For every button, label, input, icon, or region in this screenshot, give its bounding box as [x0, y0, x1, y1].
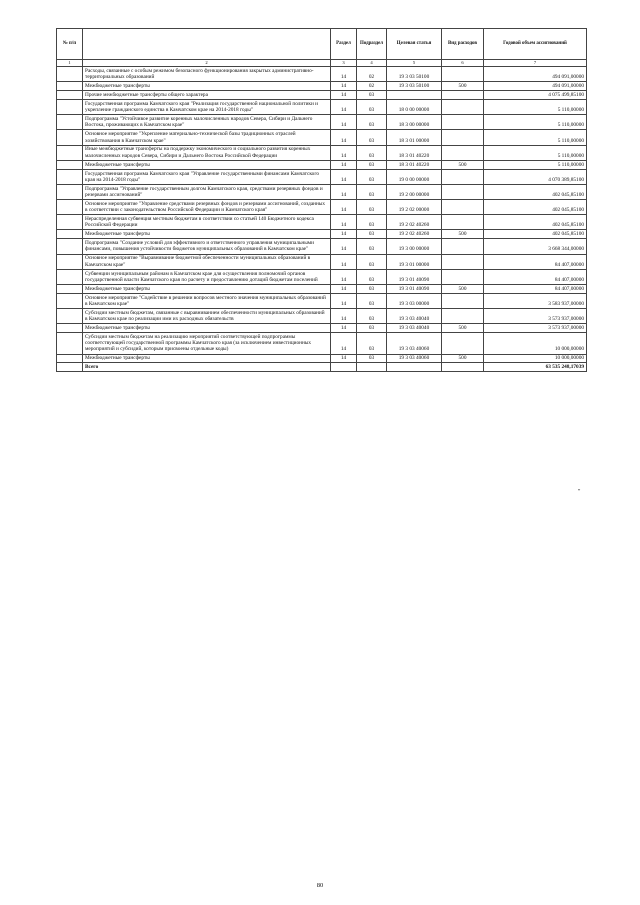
total-podrazdel [357, 363, 387, 372]
column-index-row [57, 59, 587, 67]
table-row [57, 333, 587, 354]
row-amount: 5 110,00000 [484, 160, 587, 169]
row-expense-type [442, 115, 484, 130]
table-row [57, 269, 587, 284]
row-amount: 494 091,00000 [484, 82, 587, 91]
row-expense-type [442, 215, 484, 230]
row-num [57, 354, 83, 363]
table-row [57, 254, 587, 269]
row-num [57, 215, 83, 230]
row-target-article: 18 3 01 40220 [387, 145, 442, 160]
row-target-article: 18 0 00 00000 [387, 100, 442, 115]
total-label: Всего [83, 363, 331, 372]
row-name: Подпрограмма "Устойчивое развитие коренных малочисленных народов Севера, Сибири и Дальнего Востока, проживающих в Камчатском крае" [83, 115, 331, 130]
row-num [57, 145, 83, 160]
row-target-article: 19 0 00 00000 [387, 169, 442, 184]
table-header [57, 29, 587, 60]
table-row [57, 215, 587, 230]
row-target-article: 19 3 03 40040 [387, 308, 442, 323]
row-target-article: 19 3 03 40060 [387, 333, 442, 354]
row-razdel: 14 [331, 82, 357, 91]
row-name: Межбюджетные трансферты [83, 160, 331, 169]
total-target-article [387, 363, 442, 372]
row-expense-type [442, 91, 484, 100]
row-podrazdel: 03 [357, 130, 387, 145]
row-name: Субвенции муниципальным районам в Камчатском крае для осуществления полномочий органов государственной власти Камчатского края по расчету и предоставлению дотаций бюджетам поселений [83, 269, 331, 284]
row-target-article: 19 3 01 40090 [387, 284, 442, 293]
row-expense-type [442, 184, 484, 199]
row-amount: 402 045,85100 [484, 200, 587, 215]
row-name: Субсидии местным бюджетам на реализацию мероприятий соответствующей подпрограммы соответствующей государственной программы Камчатского края (за исключением инвестиционных мероприятий и субсидий, которым присвоены отдельные коды) [83, 333, 331, 354]
row-name: Подпрограмма "Управление государственным долгом Камчатского края, средствами резервных фондов и резервами ассигнований" [83, 184, 331, 199]
row-name: Расходы, связанные с особым режимом безопасного функционирования закрытых административно-территориальных образований [83, 67, 331, 82]
row-name: Государственная программа Камчатского края "Управление государственными финансами Камчатского края на 2014-2018 годы" [83, 169, 331, 184]
budget-table [56, 28, 587, 372]
row-expense-type [442, 130, 484, 145]
row-podrazdel: 03 [357, 230, 387, 239]
row-amount: 402 045,85100 [484, 230, 587, 239]
row-name: Основное мероприятие "Выравнивание бюджетной обеспеченности муниципальных образований в Камчатском крае" [83, 254, 331, 269]
row-razdel: 14 [331, 324, 357, 333]
row-amount: 10 000,00000 [484, 354, 587, 363]
row-razdel: 14 [331, 184, 357, 199]
index-cell: 2 [83, 59, 331, 67]
table-row [57, 230, 587, 239]
row-num [57, 293, 83, 308]
index-cell: 6 [442, 59, 484, 67]
row-expense-type [442, 145, 484, 160]
row-name: Прочие межбюджетные трансферты общего характера [83, 91, 331, 100]
row-amount: 3 573 937,00000 [484, 324, 587, 333]
header-podrazdel: Подраздел [357, 29, 387, 60]
row-num [57, 200, 83, 215]
row-expense-type: 500 [442, 230, 484, 239]
row-amount: 4 075 499,85100 [484, 91, 587, 100]
row-razdel: 14 [331, 293, 357, 308]
row-podrazdel: 03 [357, 169, 387, 184]
row-name: Межбюджетные трансферты [83, 284, 331, 293]
total-row [57, 363, 587, 372]
row-amount: 3 573 937,00000 [484, 308, 587, 323]
row-target-article: 19 2 02 40260 [387, 230, 442, 239]
row-podrazdel: 03 [357, 324, 387, 333]
row-expense-type: 500 [442, 354, 484, 363]
index-cell: 5 [387, 59, 442, 67]
row-razdel: 14 [331, 115, 357, 130]
row-amount: 3 583 937,00000 [484, 293, 587, 308]
row-expense-type: 500 [442, 284, 484, 293]
row-name: Иные межбюджетные трансферты на поддержку экономического и социального развития коренных малочисленных народов Севера, Сибири и Дальнего Востока Российской Федерации [83, 145, 331, 160]
row-razdel: 14 [331, 254, 357, 269]
table-row [57, 100, 587, 115]
row-target-article: 19 3 01 00000 [387, 254, 442, 269]
row-num [57, 308, 83, 323]
header-razdel: Раздел [331, 29, 357, 60]
row-podrazdel: 03 [357, 145, 387, 160]
row-num [57, 269, 83, 284]
row-name: Межбюджетные трансферты [83, 82, 331, 91]
row-amount: 402 045,85100 [484, 215, 587, 230]
row-num [57, 160, 83, 169]
row-target-article: 19 3 03 40040 [387, 324, 442, 333]
table-row [57, 239, 587, 254]
table-row [57, 293, 587, 308]
row-razdel: 14 [331, 91, 357, 100]
row-expense-type [442, 269, 484, 284]
row-num [57, 82, 83, 91]
table-row [57, 160, 587, 169]
total-razdel [331, 363, 357, 372]
row-name: Подпрограмма "Создание условий для эффективного и ответственного управления муниципальными финансами, повышения устойчивости бюджетов муниципальных образований в Камчатском крае" [83, 239, 331, 254]
row-num [57, 91, 83, 100]
table-row [57, 145, 587, 160]
row-razdel: 14 [331, 200, 357, 215]
table-row [57, 308, 587, 323]
row-amount: 84 407,00000 [484, 254, 587, 269]
table-row [57, 130, 587, 145]
table-row [57, 67, 587, 82]
row-num [57, 184, 83, 199]
footnote-mark: " [578, 489, 581, 495]
row-expense-type [442, 100, 484, 115]
row-amount: 494 091,00000 [484, 67, 587, 82]
row-name: Межбюджетные трансферты [83, 354, 331, 363]
row-podrazdel: 03 [357, 254, 387, 269]
row-num [57, 230, 83, 239]
header-target-article: Целевая статья [387, 29, 442, 60]
row-razdel: 14 [331, 239, 357, 254]
row-amount: 3 668 344,00000 [484, 239, 587, 254]
header-name [83, 29, 331, 60]
row-podrazdel: 02 [357, 82, 387, 91]
row-podrazdel: 03 [357, 239, 387, 254]
table-row [57, 82, 587, 91]
header-num: № п/п [57, 29, 83, 60]
row-expense-type [442, 254, 484, 269]
row-num [57, 169, 83, 184]
row-razdel: 14 [331, 308, 357, 323]
row-razdel: 14 [331, 333, 357, 354]
row-target-article: 18 3 01 40220 [387, 160, 442, 169]
row-razdel: 14 [331, 284, 357, 293]
row-name: Нераспределенная субвенция местным бюджетам в соответствии со статьей 140 Бюджетного кодекса Российской Федерации [83, 215, 331, 230]
header-expense-type: Вид расходов [442, 29, 484, 60]
table-row [57, 200, 587, 215]
row-razdel: 14 [331, 145, 357, 160]
row-podrazdel: 03 [357, 293, 387, 308]
row-expense-type [442, 308, 484, 323]
row-podrazdel: 03 [357, 308, 387, 323]
row-num [57, 333, 83, 354]
row-amount: 5 110,00000 [484, 145, 587, 160]
row-target-article: 18 3 01 00000 [387, 130, 442, 145]
row-expense-type [442, 239, 484, 254]
row-target-article: 19 2 02 40260 [387, 215, 442, 230]
row-num [57, 324, 83, 333]
row-podrazdel: 03 [357, 354, 387, 363]
row-razdel: 14 [331, 100, 357, 115]
row-podrazdel: 03 [357, 269, 387, 284]
row-num [57, 67, 83, 82]
row-podrazdel: 03 [357, 100, 387, 115]
row-razdel: 14 [331, 130, 357, 145]
row-target-article: 19 2 02 00000 [387, 200, 442, 215]
row-target-article: 19 3 01 40090 [387, 269, 442, 284]
row-target-article: 19 3 00 00000 [387, 239, 442, 254]
row-target-article: 19 3 03 40060 [387, 354, 442, 363]
row-name: Межбюджетные трансферты [83, 324, 331, 333]
row-podrazdel: 03 [357, 115, 387, 130]
row-name: Основное мероприятие "Управление средствами резервных фондов и резервами ассигнований, созданных в соответствии с законодательством Российской Федерации и Камчатского края" [83, 200, 331, 215]
table-row [57, 91, 587, 100]
row-razdel: 14 [331, 169, 357, 184]
index-cell: 1 [57, 59, 83, 67]
row-razdel: 14 [331, 230, 357, 239]
row-name: Государственная программа Камчатского края "Реализация государственной национальной политики и укрепление гражданского единства в Камчатском крае на 2014-2018 годы" [83, 100, 331, 115]
row-amount: 5 110,00000 [484, 130, 587, 145]
row-podrazdel: 03 [357, 184, 387, 199]
row-amount: 5 110,00000 [484, 100, 587, 115]
table-row [57, 354, 587, 363]
row-expense-type [442, 200, 484, 215]
row-name: Основное мероприятие "Содействие в решении вопросов местного значения муниципальных образований в Камчатском крае" [83, 293, 331, 308]
row-target-article: 19 2 00 00000 [387, 184, 442, 199]
index-cell: 3 [331, 59, 357, 67]
row-expense-type: 500 [442, 324, 484, 333]
row-num [57, 239, 83, 254]
row-num [57, 284, 83, 293]
row-amount: 4 070 389,85100 [484, 169, 587, 184]
index-cell: 7 [484, 59, 587, 67]
row-amount: 84 407,00000 [484, 284, 587, 293]
row-podrazdel: 03 [357, 284, 387, 293]
row-razdel: 14 [331, 67, 357, 82]
row-num [57, 254, 83, 269]
table-row [57, 284, 587, 293]
row-amount: 84 407,00000 [484, 269, 587, 284]
row-expense-type: 500 [442, 82, 484, 91]
total-expense-type [442, 363, 484, 372]
row-razdel: 14 [331, 215, 357, 230]
table-row [57, 184, 587, 199]
row-podrazdel: 03 [357, 91, 387, 100]
row-expense-type [442, 169, 484, 184]
row-expense-type [442, 293, 484, 308]
row-name: Основное мероприятие "Укрепление материально-технической базы традиционных отраслей хозяйствования в Камчатском крае" [83, 130, 331, 145]
row-podrazdel: 03 [357, 333, 387, 354]
row-target-article [387, 91, 442, 100]
table-row [57, 115, 587, 130]
row-podrazdel: 02 [357, 67, 387, 82]
row-podrazdel: 03 [357, 160, 387, 169]
row-target-article: 18 3 00 00000 [387, 115, 442, 130]
row-target-article: 19 3 03 50100 [387, 67, 442, 82]
row-razdel: 14 [331, 354, 357, 363]
row-razdel: 14 [331, 269, 357, 284]
row-target-article: 19 3 03 50100 [387, 82, 442, 91]
row-razdel: 14 [331, 160, 357, 169]
row-expense-type: 500 [442, 160, 484, 169]
row-name: Субсидии местным бюджетам, связанные с выравниванием обеспеченности муниципальных образований в Камчатском крае по реализации ими их расходных обязательств [83, 308, 331, 323]
row-num [57, 115, 83, 130]
row-num [57, 130, 83, 145]
header-annual-amount: Годовой объем ассигнований [484, 29, 587, 60]
row-name: Межбюджетные трансферты [83, 230, 331, 239]
budget-table-sheet [56, 28, 586, 372]
table-row [57, 169, 587, 184]
row-amount: 10 000,00000 [484, 333, 587, 354]
table-row [57, 324, 587, 333]
total-amount: 63 535 248,17039 [484, 363, 587, 372]
row-amount: 402 045,85100 [484, 184, 587, 199]
page-number: 80 [316, 882, 324, 889]
index-cell: 4 [357, 59, 387, 67]
row-amount: 5 110,00000 [484, 115, 587, 130]
row-expense-type [442, 333, 484, 354]
row-expense-type [442, 67, 484, 82]
row-podrazdel: 03 [357, 200, 387, 215]
row-target-article: 19 3 03 00000 [387, 293, 442, 308]
table-body [57, 59, 587, 372]
total-num [57, 363, 83, 372]
row-num [57, 100, 83, 115]
row-podrazdel: 03 [357, 215, 387, 230]
